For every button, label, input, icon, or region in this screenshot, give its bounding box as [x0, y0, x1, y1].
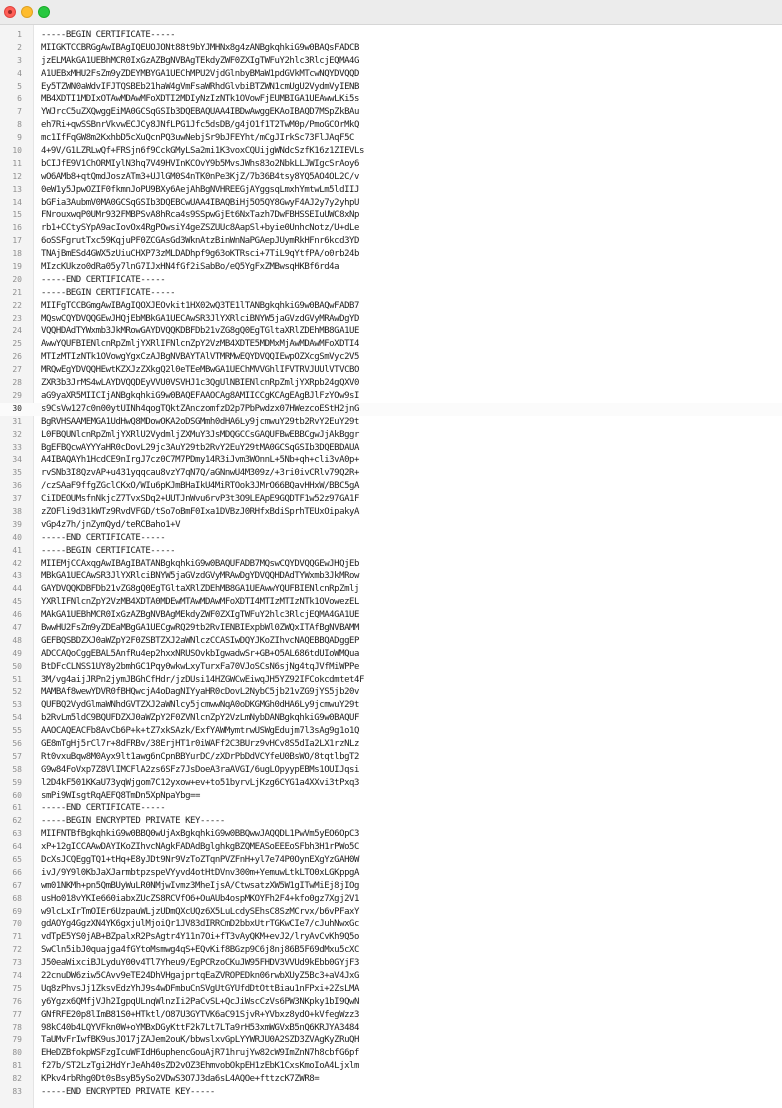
line-text[interactable]: BtDFcCLNSS1UY8y2bmhGC1Pqy0wkwLxyTurxFa70VJoSCsN6sjNg4tqJVfMiWPPe: [41, 661, 359, 672]
line-number: 50: [12, 661, 22, 671]
line-text[interactable]: usHo018vYKIe660iabxZUcZS8RCVfO6+OuAUb4ospMKOYFh2F4+kfo0gz7Xgj2V1: [41, 893, 359, 904]
line-text[interactable]: BgEFBQcwAYYYaHR0cDovL29jc3AuY29tb2RvY2EuY29tMA0GCSqGSIb3DQEBDAUA: [41, 442, 359, 453]
line-text[interactable]: AwwYQUFBIENlcnRpZmljYXRlIFNlcnZpY2VzMB4XDTE5MDMxMjAwMDAwMFoXDTI4: [41, 339, 359, 350]
line-number: 74: [12, 971, 22, 981]
line-number: 4: [17, 68, 22, 78]
line-text[interactable]: l2D4kF501KKaU73yqWjgom7C12yxow+ev+to51byrvLjKzg6CYG1a4XXvi3tPxq3: [41, 777, 359, 788]
line-number: 71: [12, 932, 22, 942]
code-line[interactable]: [0, 1022, 782, 1035]
line-text[interactable]: BgRVHSAAMEMGA1UdHwQ8MDowOKA2oDSGMmh0dHA6Ly9jcmwuY29tb2RvY2EuY29t: [41, 416, 359, 427]
code-line[interactable]: [0, 106, 782, 119]
code-line[interactable]: [0, 93, 782, 106]
line-number: 65: [12, 855, 22, 864]
line-number: 63: [12, 829, 22, 839]
line-number: 60: [12, 790, 22, 800]
code-line[interactable]: [0, 68, 782, 81]
line-number: 55: [12, 726, 22, 736]
code-line[interactable]: [0, 300, 782, 313]
line-text[interactable]: 0eW1y5JpwOZIF0fkmnJoPU9BXy6AejAhBgNVHREEGjAYggsqLmxhYmtwLm5ldIIJ: [41, 184, 359, 195]
line-text[interactable]: b2RvLm5ldC9BQUFDZXJ0aWZpY2F0ZVNlcnZpY2VzLmNybDANBgkqhkiG9w0BAQUF: [41, 713, 359, 724]
line-text[interactable]: -----END CERTIFICATE-----: [41, 803, 166, 814]
line-number: 47: [12, 622, 22, 632]
line-number: 27: [12, 365, 22, 375]
code-line[interactable]: [0, 944, 782, 957]
line-text[interactable]: 3M/vg4aijJRPn2jymJBGhCfHdr/jzDUsi14HZGWCwEiwqJH5YZ92IFCokcdmtet4F: [41, 674, 364, 685]
line-number: 70: [12, 919, 22, 929]
code-line[interactable]: [0, 828, 782, 841]
line-text[interactable]: MIIFgTCCBGmgAwIBAgIQOXJEOvkit1HX02wQ3TE1lTANBgkqhkiG9w0BAQwFADB7: [41, 300, 359, 311]
line-text[interactable]: GAYDVQQKDBFDb21vZG8gQ0EgTGltaXRlZDEhMB8GA1UEAwwYQUFBIENlcnRpZmlj: [41, 584, 359, 595]
code-line[interactable]: [0, 867, 782, 880]
line-text[interactable]: MIIGKTCCBRGgAwIBAgIQEUOJONt88t9bYJMHNx8g4zANBgkqhkiG9w0BAQsFADCB: [41, 42, 359, 53]
line-number: 64: [12, 842, 22, 852]
line-number: 23: [12, 313, 22, 323]
line-text[interactable]: KPkv4rbRhg0Dt0sBsyB5ySo2VDwS3O7J3da6sL4AQOe+fttzcK7ZWR8=: [41, 1074, 320, 1085]
code-line[interactable]: [0, 738, 782, 751]
code-line[interactable]: [0, 390, 782, 403]
line-text[interactable]: smPi9WIsgtRqAEFQ8TmDn5XpNpaYbg==: [41, 790, 200, 801]
line-text[interactable]: BwwHU2FsZm9yZDEaMBgGA1UECgwRQ29tb2RvIENBIExpbWl0ZWQxITAfBgNVBAMM: [41, 622, 359, 633]
line-text[interactable]: Uq8zPhvsJj1ZksvEdzYhJ9s4wDFmbuCnSVgUtGYUfdDtOttBiau1nFPxi+2ZsLMA: [41, 983, 359, 994]
line-number: 30: [12, 403, 22, 413]
line-number: 3: [17, 55, 22, 65]
code-line[interactable]: [0, 609, 782, 622]
line-number: 72: [12, 945, 22, 955]
line-number: 19: [12, 262, 22, 272]
line-text[interactable]: bCIJfE9V1ChORMIylN3hq7V49HVInKCOvY9b5MvsJWhs83o2NbkLLJWIgcSrAoy6: [41, 158, 359, 169]
code-line[interactable]: [0, 841, 782, 854]
line-text[interactable]: MIIEMjCCAxqgAwIBAgIBATANBgkqhkiG9w0BAQUFADB7MQswCQYDVQQGEwJHQjEb: [41, 558, 359, 569]
code-line[interactable]: [0, 248, 782, 261]
code-line[interactable]: [0, 519, 782, 532]
code-line[interactable]: [0, 880, 782, 893]
line-text[interactable]: jzELMAkGA1UEBhMCR0IxGzAZBgNVBAgTEkdyZWF0ZXIgTWFuY2hlc3RlcjEQMA4G: [41, 55, 359, 66]
line-number: 41: [12, 545, 22, 555]
line-number: 26: [12, 352, 22, 362]
line-text[interactable]: MBkGA1UECAwSR3JlYXRlciBNYW5jaGVzdGVyMRAwDgYDVQQHDAdTYWxmb3JkMRow: [41, 571, 359, 582]
line-number: 24: [12, 326, 22, 336]
line-number: 48: [12, 635, 22, 645]
line-text[interactable]: zZOFli9d31kWTz9RvdVFGD/tSo7oBmF0Ixa1DVBzJ0RHfxBdiSprhTEUxOipakyA: [41, 506, 359, 517]
line-number: 32: [12, 429, 22, 439]
line-number: 35: [12, 468, 22, 478]
code-line[interactable]: [0, 325, 782, 338]
code-line[interactable]: [0, 764, 782, 777]
code-line[interactable]: [0, 158, 782, 171]
line-text[interactable]: -----END CERTIFICATE-----: [41, 532, 166, 543]
line-number: 5: [17, 81, 22, 91]
line-number: 82: [12, 1074, 22, 1084]
line-text[interactable]: L0FBQUNlcnRpZmljYXRlU2VydmljZXMuY3JsMDQGCCsGAQUFBwEBBCgwJjAkBggr: [41, 429, 359, 440]
code-line[interactable]: [0, 906, 782, 919]
line-number: 1: [17, 30, 22, 39]
code-line[interactable]: [0, 351, 782, 364]
line-number: 22: [12, 300, 22, 310]
code-line[interactable]: [0, 442, 782, 455]
code-line[interactable]: [0, 171, 782, 184]
code-line[interactable]: [0, 970, 782, 983]
line-text[interactable]: TNAjBmESd4GWX5zUiuCHXP73zMLDADhpf9g63oKTRsci+7TiL9qYtfPA/o0rb24b: [41, 249, 359, 260]
line-number: 20: [12, 274, 22, 284]
title-bar: [0, 0, 782, 25]
line-number: 9: [17, 133, 22, 143]
code-line[interactable]: [0, 313, 782, 326]
code-line[interactable]: [0, 583, 782, 596]
code-line[interactable]: [0, 712, 782, 725]
line-text[interactable]: Rt0vxuBqw8M0Ayx9lt1awg6nCpnBBYurDC/zXDrPbDdVCYfeU0BsWO/8tqtlbgT2: [41, 751, 359, 762]
line-text[interactable]: MIzcKUkzo0dRa05y7lnG7IJxHN4fGf2iSabBo/eQ5YgFxZMBwsqHKBf6rd4a: [41, 262, 340, 273]
line-number: 45: [12, 597, 22, 607]
line-text[interactable]: MB4XDTI1MDIxOTAwMDAwMFoXDTI2MDIyNzIzNTk1OVowFjEUMBIGA1UEAwwLKi5s: [41, 94, 359, 105]
line-text[interactable]: FNrouxwqP0UMr932FMBPSvA8hRca4s9SSpwGjEt6NxTazh7DwFBHSSEIuUWC8xNp: [41, 210, 359, 221]
line-number: 43: [12, 571, 22, 581]
line-number: 39: [12, 519, 22, 529]
code-line[interactable]: [0, 777, 782, 790]
line-number: 59: [12, 777, 22, 787]
code-line[interactable]: [0, 674, 782, 687]
line-text[interactable]: wm01NKMh+pn5QmBUyWuLR0NMjwIvmz3MheIjsA/CtwsatzXW5W1gITwMiEj8jIOg: [41, 880, 359, 891]
line-text[interactable]: ivJ/9Y9l0KbJaXJarmbtpzspeVYyvd4otHtDVnv300m+YemuwLtkLTO0xLGKppgA: [41, 867, 359, 878]
line-text[interactable]: MAMBAf8wewYDVR0fBHQwcjA4oDagNIYyaHR0cDovL2NybC5jb21vZG9jYS5jb20v: [41, 687, 359, 698]
line-number: 17: [12, 236, 22, 246]
line-text[interactable]: -----BEGIN CERTIFICATE-----: [41, 287, 176, 298]
line-number: 66: [12, 867, 22, 877]
code-line[interactable]: [0, 648, 782, 661]
line-text[interactable]: 22cnuDW6ziw5CAvv9eTE24DhVHgajprtqEaZVROPEDkn06rwbXUyZ5Bc3+aV4JxG: [41, 971, 359, 982]
line-text[interactable]: MRQwEgYDVQQHEwtKZXJzZXkgQ2l0eTEeMBwGA1UEChMVVGhlIFVTRVJUUlVTVCBO: [41, 365, 359, 376]
line-text[interactable]: vGp4z7h/jnZymQyd/teRCBaho1+V: [41, 519, 181, 530]
line-text[interactable]: MTIzMTIzNTk1OVowgYgxCzAJBgNVBAYTAlVTMRMwEQYDVQQIEwpOZXcgSmVyc2V5: [41, 352, 359, 363]
line-text[interactable]: YXRlIFNlcnZpY2VzMB4XDTA0MDEwMTAwMDAwMFoXDTI4MTIzMTIzNTk1OVowezEL: [41, 597, 359, 608]
code-line[interactable]: [0, 429, 782, 442]
line-text[interactable]: YWJrcC5uZXQwggEiMA0GCSqGSIb3DQEBAQUAA4IBDwAwggEKAoIBAQD7MSpZkBAu: [41, 107, 359, 118]
code-line[interactable]: [0, 725, 782, 738]
code-line[interactable]: [0, 467, 782, 480]
line-text[interactable]: AAOCAQEACFb8AvCb6P+k+tZ7xkSAzk/ExfYAWMymtrwUSWgEdujm7l3sAg9g1o1Q: [41, 726, 359, 737]
line-number: 54: [12, 713, 22, 723]
code-line[interactable]: [0, 197, 782, 210]
line-number: 33: [12, 442, 22, 452]
code-line[interactable]: [0, 338, 782, 351]
code-line[interactable]: [0, 699, 782, 712]
code-line[interactable]: [0, 751, 782, 764]
code-line[interactable]: [0, 377, 782, 390]
code-line[interactable]: [0, 416, 782, 429]
line-number: 57: [12, 751, 22, 761]
line-text[interactable]: A1UEBxMHU2FsZm9yZDEYMBYGA1UEChMPU2VjdGlnbyBMaW1pdGVkMTcwNQYDVQQD: [41, 68, 359, 79]
line-text[interactable]: -----BEGIN CERTIFICATE-----: [41, 30, 176, 40]
code-line[interactable]: [0, 119, 782, 132]
code-line[interactable]: [0, 532, 782, 545]
line-number: 8: [17, 120, 22, 130]
code-line[interactable]: [0, 145, 782, 158]
code-line[interactable]: [0, 622, 782, 635]
line-text[interactable]: s9CsVw127c0n00ytUINh4qogTQktZAnczomfzD2p7PbPwdzx07HWezcoEStH2jnG: [41, 403, 359, 414]
line-text[interactable]: w9lcLxIrTmOIEr6UzpauWLjzUDmQXcUQz6X5LuLcdySEhsC8SzMCrvx/b6vPFaxY: [41, 906, 359, 917]
line-text[interactable]: A4IBAQAYh1HcdCE9nIrgJ7cz0C7M7PDmy14R3iJvm3WOnnL+5Nb+qh+cli3vA0p+: [41, 455, 359, 466]
code-lines: [0, 29, 782, 1099]
line-text[interactable]: 98kC40b4LQYVFkn0W+oYMBxDGyKttF2k7Lt7LTa9rH53xmWGVxB5nQ6KRJYA3484: [41, 1022, 359, 1033]
line-number: 13: [12, 184, 22, 194]
line-text[interactable]: rb1+CCtySYpA9acIovOx4RgPOwsiY4geZSZUUc8AapSl+byie0UnhcNotz/U+dLe: [41, 223, 359, 234]
line-number: 29: [12, 390, 22, 400]
line-text[interactable]: EHeDZBfokpWSFzgIcuWFIdH6uphencGouAjR71hrujYw82cW9ImZnN7h8cbfG6pf: [41, 1048, 359, 1059]
code-line[interactable]: [0, 545, 782, 558]
line-number: 83: [12, 1087, 22, 1097]
line-number: 36: [12, 481, 22, 491]
line-number: 69: [12, 906, 22, 916]
line-text[interactable]: aG9yaXR5MIICIjANBgkqhkiG9w0BAQEFAAOCAg8AMIICCgKCAgEAgBJlFzYOw9sI: [41, 390, 359, 401]
code-line[interactable]: [0, 661, 782, 674]
line-number: 46: [12, 610, 22, 620]
code-line[interactable]: [0, 209, 782, 222]
line-number: 6: [17, 94, 22, 104]
line-number: 67: [12, 880, 22, 890]
line-number: 79: [12, 1035, 22, 1045]
line-number: 61: [12, 803, 22, 813]
line-number: 37: [12, 494, 22, 504]
code-line[interactable]: [0, 957, 782, 970]
code-line[interactable]: [0, 686, 782, 699]
line-text[interactable]: G9w84FoVxp7Z8VlIMCFlA2zs6SFz7JsDoeA3raAVGI/6ugLOpyypEBMs1OUIJqsi: [41, 764, 359, 775]
code-line[interactable]: [0, 1009, 782, 1022]
line-text[interactable]: xP+12gICCAAwDAYIKoZIhvcNAgkFADAdBglghkgBZQMEASoEEEoSFbh3H1rPWo5C: [41, 842, 359, 853]
line-text[interactable]: ADCCAQoCggEBAL5AnfRu4ep2hxxNRUSOvkbIgwadwSr+GB+O5AL686tdUIoWMQua: [41, 648, 359, 659]
minimize-icon[interactable]: [21, 6, 33, 18]
code-line[interactable]: [0, 996, 782, 1009]
line-text[interactable]: TaUMvFrIwfBK9usJO17jZAJem2ouK/bbwslxvGpLYYWRJU0A2SZD3ZVAgKyZRuQH: [41, 1035, 359, 1046]
line-text[interactable]: rvSNb3I8QzvAP+u431yqqcau8vzY7qN7Q/aGNnwU4M309z/+3ri0ivCRlv79Q2R+: [41, 468, 359, 479]
line-text[interactable]: -----END ENCRYPTED PRIVATE KEY-----: [41, 1087, 215, 1098]
code-line[interactable]: [0, 274, 782, 287]
line-number: 25: [12, 339, 22, 349]
code-line[interactable]: [0, 918, 782, 931]
code-line[interactable]: [0, 815, 782, 828]
line-text[interactable]: y6Ygzx6QMfjVJh2IgpqULnqWlnzIi2PaCvSL+QcJiWscCzVs6PW3NKpky1bI9QwN: [41, 996, 359, 1007]
code-line[interactable]: [0, 983, 782, 996]
line-number: 38: [12, 506, 22, 516]
line-text[interactable]: DcXsJCQEggTQ1+tHq+E8yJDt9Nr9VzToZTqnPVZFnH+yl7e74P0OynEXgYzGAH0W: [41, 855, 359, 865]
code-line[interactable]: [0, 558, 782, 571]
line-number: 44: [12, 584, 22, 594]
line-text[interactable]: MIIFNTBfBgkqhkiG9w0BBQ0wUjAxBgkqhkiG9w0BBQwwJAQQDL1PwVm5yEO6OpC3: [41, 829, 359, 840]
code-line[interactable]: [0, 29, 782, 42]
line-number: 42: [12, 558, 22, 568]
line-number: 73: [12, 958, 22, 968]
line-number: 51: [12, 674, 22, 684]
line-text[interactable]: wO6AMb8+qtQmdJoszATm3+UJlGM0S4nTK0nPe3KjZ/7b36B4tsy8YQ5AO4OL2C/v: [41, 171, 359, 182]
line-number: 18: [12, 249, 22, 259]
line-number: 21: [12, 287, 22, 297]
code-line[interactable]: [0, 802, 782, 815]
line-text[interactable]: bGFia3AubmV0MA0GCSqGSIb3DQEBCwUAA4IBAQBiHj5O5QY8GwyF4AJ2y7y2yhpU: [41, 197, 359, 208]
line-number: 28: [12, 378, 22, 388]
line-text[interactable]: mc1IfFqGW8m2KxhbD5cXuQcnPQ3uwNebjSr9bJFEYht/mCgJIrkSc73FlJAqF5C: [41, 133, 355, 144]
line-number: 56: [12, 738, 22, 748]
code-line[interactable]: [0, 55, 782, 68]
line-number: 10: [12, 146, 22, 156]
line-text[interactable]: -----BEGIN ENCRYPTED PRIVATE KEY-----: [41, 816, 225, 827]
code-line[interactable]: [0, 1073, 782, 1086]
line-number: 14: [12, 197, 22, 207]
line-number: 7: [17, 107, 22, 117]
code-line[interactable]: [0, 854, 782, 867]
line-text[interactable]: MAkGA1UEBhMCR0IxGzAZBgNVBAgMEkdyZWF0ZXIgTWFuY2hlc3RlcjEQMA4GA1UE: [41, 610, 359, 621]
code-line[interactable]: [0, 222, 782, 235]
line-text[interactable]: QUFBQ2VydGlmaWNhdGVTZXJ2aWNlcy5jcmwwNqA0oDKGMGh0dHA6Ly9jcmwuY29t: [41, 700, 359, 711]
code-line[interactable]: [0, 1034, 782, 1047]
code-line[interactable]: [0, 1060, 782, 1073]
code-line[interactable]: [0, 403, 782, 416]
line-text[interactable]: GEFBQSBDZXJ0aWZpY2F0ZSBTZXJ2aWNlczCCASIwDQYJKoZIhvcNAQEBBQADggEP: [41, 635, 359, 646]
code-line[interactable]: [0, 570, 782, 583]
line-number: 49: [12, 648, 22, 658]
code-line[interactable]: [0, 790, 782, 803]
line-number: 12: [12, 171, 22, 181]
code-line[interactable]: [0, 635, 782, 648]
code-line[interactable]: [0, 235, 782, 248]
line-text[interactable]: VQQHDAdTYWxmb3JkMRowGAYDVQQKDBFDb21vZG8gQ0EgTGltaXRlZDEhMB8GA1UE: [41, 326, 359, 337]
line-text[interactable]: -----END CERTIFICATE-----: [41, 274, 166, 285]
line-text[interactable]: MQswCQYDVQQGEwJHQjEbMBkGA1UECAwSR3JlYXRlciBNYW5jaGVzdGVyMRAwDgYD: [41, 313, 359, 324]
code-line[interactable]: [0, 364, 782, 377]
line-number: 76: [12, 996, 22, 1006]
line-number: 75: [12, 983, 22, 993]
line-number: 58: [12, 764, 22, 774]
line-number: 52: [12, 687, 22, 697]
code-line[interactable]: [0, 931, 782, 944]
line-number: 16: [12, 223, 22, 233]
line-number: 53: [12, 700, 22, 710]
line-text[interactable]: -----BEGIN CERTIFICATE-----: [41, 545, 176, 556]
code-line[interactable]: [0, 184, 782, 197]
code-line[interactable]: [0, 596, 782, 609]
line-number: 2: [17, 42, 22, 52]
code-line[interactable]: [0, 261, 782, 274]
code-line[interactable]: [0, 493, 782, 506]
line-text[interactable]: 6oSSFgrutTxc59KqjuPF0ZCGAsGd3WknAtzBinWnNaPGAepJUymRkHFnr6kcd3YD: [41, 236, 359, 247]
line-text[interactable]: 4+9V/G1LZRLwQf+FRSjn6f9CckGMyLSa2mi1K3voxCQUijgWNdcSzfK16z1ZIEVLs: [41, 146, 364, 157]
line-number: 31: [12, 416, 22, 426]
code-line[interactable]: [0, 1086, 782, 1099]
line-text[interactable]: Ey5TZWN0aWdvIFJTQSBEb21haW4gVmFsaWRhdGlvbiBTZWN1cmUgU2VydmVyIENB: [41, 81, 359, 92]
code-line[interactable]: [0, 893, 782, 906]
line-number: 11: [12, 158, 22, 168]
line-text[interactable]: CiIDEOUMsfnNkjcZ7TvxSDq2+UUTJnWvu6rvP3t3O9LEApE9GQDTF1w52z97GA1F: [41, 494, 359, 505]
line-number: 81: [12, 1061, 22, 1071]
line-number: 68: [12, 893, 22, 903]
line-text[interactable]: /czSAaF9ffgZGclCKxO/WIu6pKJmBHaIkU4MiRTOok3JMrO66BQavHHxW/BBC5gA: [41, 481, 359, 492]
code-line[interactable]: [0, 132, 782, 145]
line-number: 78: [12, 1022, 22, 1032]
line-text[interactable]: gdAOYg4GgzXN4YK6gxjulMjoiQr1JV83dIRRCmD2bbxUtrTGKwCIe7/cJuhNwxGc: [41, 919, 359, 930]
line-text[interactable]: GNfRFE20p8lImB81S0+HTktl/O87U3GYTVK6aC91SjvR+YVbxz8ydO+kVfegWzz3: [41, 1009, 359, 1020]
line-number: 80: [12, 1048, 22, 1058]
code-line[interactable]: [0, 454, 782, 467]
line-number: 62: [12, 816, 22, 826]
line-number: 77: [12, 1009, 22, 1019]
code-line[interactable]: [0, 1047, 782, 1060]
code-line[interactable]: [0, 506, 782, 519]
line-number: 40: [12, 532, 22, 542]
line-text[interactable]: eh7Ri+qwSSBnrVkvwECJCy8JNfLPG1Jfc5dsDB/g4jO1f1T2TwM0p/PmoGCOrMkQ: [41, 120, 359, 131]
line-text[interactable]: ZXR3b3JrMS4wLAYDVQQDEyVVU0VSVHJ1c3QgUlNBIENlcnRpZmljYXRpb24gQXV0: [41, 378, 359, 389]
zoom-icon[interactable]: [38, 6, 50, 18]
line-text[interactable]: SwCln5ibJ0quajga4fGYtoMsmwg4qS+EQvKif8BGzp9C6j8nj86B5F69dMxu5cXC: [41, 945, 359, 956]
line-number: 34: [12, 455, 22, 465]
line-text[interactable]: J50eaWixciBJLyduY00v4Tl7Yheu9/EgPCRzoCKuJW95FHDV3VVUd9kEbb0GYjF3: [41, 958, 359, 969]
code-line[interactable]: [0, 480, 782, 493]
close-icon[interactable]: [4, 6, 16, 18]
code-line[interactable]: [0, 287, 782, 300]
code-line[interactable]: [0, 42, 782, 55]
line-text[interactable]: f27b/ST2LzTgi2HdYrJeAh40sZD2vOZ3EhmvobOkpEH1zEbK1CxsKmoIoA4Ljxlm: [41, 1061, 359, 1072]
line-text[interactable]: GE8mTgHj5rCl7r+8dFRBv/38ErjHT1r0iWAFf2C3BUrz9vHCv8S5dIa2LX1rzNLz: [41, 738, 359, 749]
code-line[interactable]: [0, 81, 782, 94]
line-text[interactable]: vdTpE5YS0jAB+BZpalxR2PsAgtr4Y11n7Oi+fT3vAyQKM+evJ2/lryAvCvKh9Q5o: [41, 932, 359, 943]
line-number: 15: [12, 210, 22, 220]
text-editor[interactable]: [0, 25, 782, 1108]
